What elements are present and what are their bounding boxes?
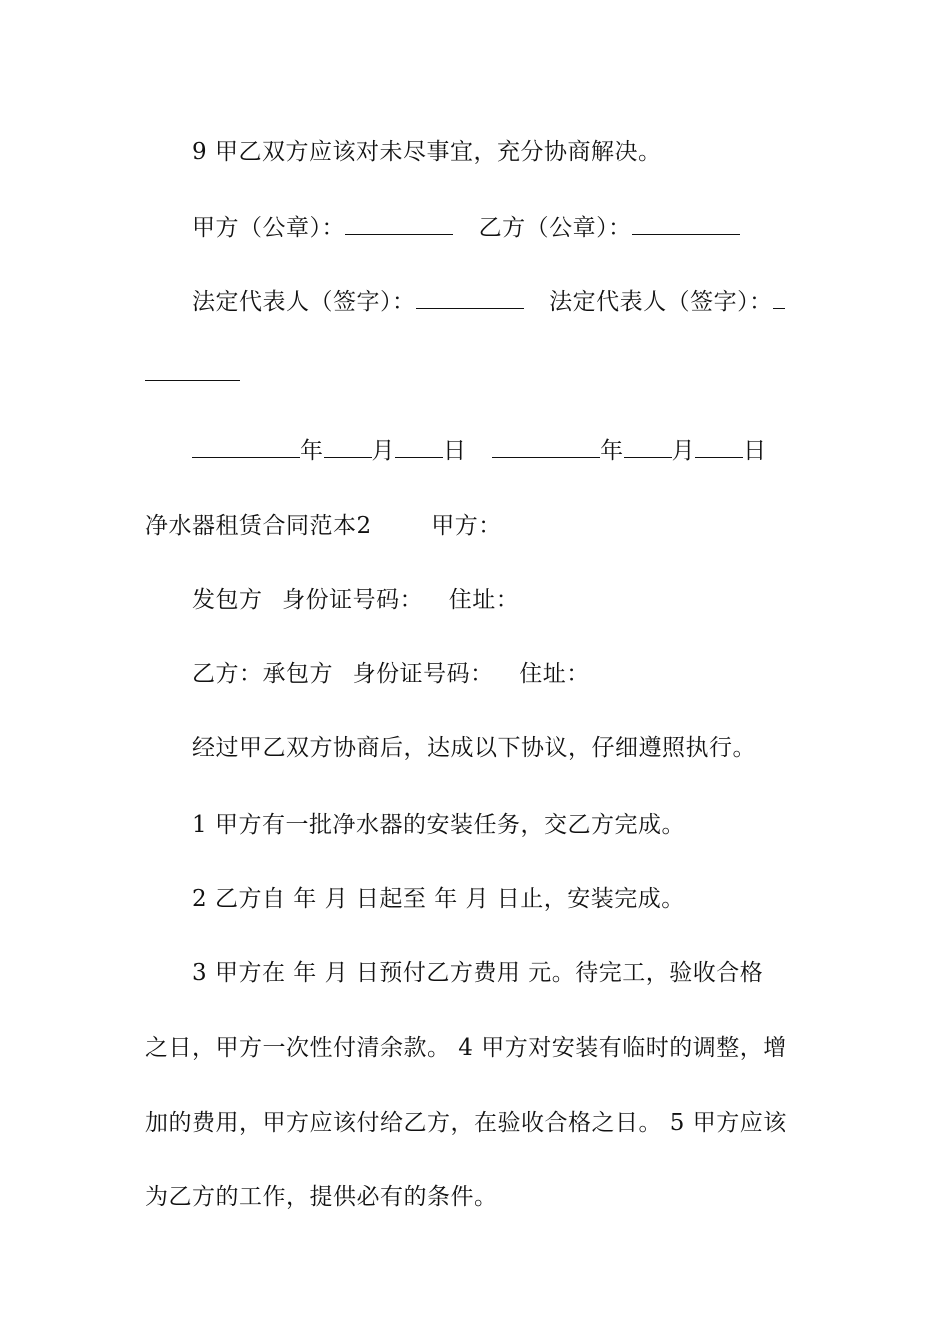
clause-3-line-2: 之日，甲方一次性付清余款。 4 甲方对安装有临时的调整，增 bbox=[145, 1035, 787, 1061]
party-a-rep-blank bbox=[416, 286, 524, 309]
clause-9: 9 甲乙双方应该对未尽事宜，充分协商解决。 bbox=[192, 139, 662, 165]
date-a-year-label: 年 bbox=[300, 438, 324, 464]
party-b-rep-blank-end bbox=[145, 358, 240, 381]
date-row bbox=[192, 435, 767, 466]
issuer-id-label: 身份证号码： bbox=[282, 587, 424, 613]
party-a-seal-blank bbox=[345, 212, 453, 235]
seal-signature-row bbox=[192, 212, 740, 243]
date-b-month-label: 月 bbox=[671, 438, 696, 464]
date-a-month-label: 月 bbox=[371, 438, 395, 464]
party-a-label: 甲方： bbox=[431, 513, 502, 539]
contract-title-row bbox=[145, 511, 502, 541]
date-b-year-label: 年 bbox=[600, 438, 624, 464]
clause-3-line-4: 为乙方的工作，提供必有的条件。 bbox=[145, 1184, 498, 1210]
clause-2: 2 乙方自 年 月 日起至 年 月 日止，安装完成。 bbox=[192, 886, 685, 912]
issuer-role: 发包方 bbox=[192, 587, 263, 613]
date-a-day-blank bbox=[395, 435, 443, 458]
issuer-address-label: 住址： bbox=[448, 587, 520, 613]
date-a-day-label: 日 bbox=[443, 438, 467, 464]
party-b-rep-label: 法定代表人（签字）： bbox=[549, 289, 773, 315]
date-b-day-blank bbox=[695, 435, 743, 458]
party-a-seal-label: 甲方（公章）： bbox=[192, 215, 345, 241]
date-a-month-blank bbox=[324, 435, 372, 458]
party-b-seal-blank bbox=[632, 212, 740, 235]
issuer-info-row bbox=[192, 585, 519, 615]
party-a-rep-label: 法定代表人（签字）： bbox=[192, 289, 416, 315]
contract-title: 净水器租赁合同范本2 bbox=[145, 513, 372, 539]
contractor-id-label: 身份证号码： bbox=[352, 661, 494, 687]
contractor-address-label: 住址： bbox=[519, 661, 590, 687]
intro-paragraph: 经过甲乙双方协商后，达成以下协议，仔细遵照执行。 bbox=[192, 735, 756, 761]
date-b-month-blank bbox=[624, 435, 672, 458]
clause-1: 1 甲方有一批净水器的安装任务，交乙方完成。 bbox=[192, 812, 685, 838]
date-b-year-blank bbox=[492, 435, 600, 458]
party-b-rep-blank-start bbox=[773, 286, 785, 309]
date-b-day-label: 日 bbox=[743, 438, 767, 464]
party-b-seal-label: 乙方（公章）： bbox=[478, 215, 632, 241]
representative-signature-row bbox=[192, 286, 785, 317]
representative-blank-continued bbox=[145, 358, 240, 389]
contractor-info-row bbox=[192, 659, 590, 689]
clause-3-line-3: 加的费用，甲方应该付给乙方，在验收合格之日。 5 甲方应该 bbox=[145, 1110, 787, 1136]
contractor-role: 乙方：承包方 bbox=[192, 661, 333, 687]
clause-3-line-1: 3 甲方在 年 月 日预付乙方费用 元。待完工，验收合格 bbox=[192, 960, 764, 986]
date-a-year-blank bbox=[192, 435, 300, 458]
